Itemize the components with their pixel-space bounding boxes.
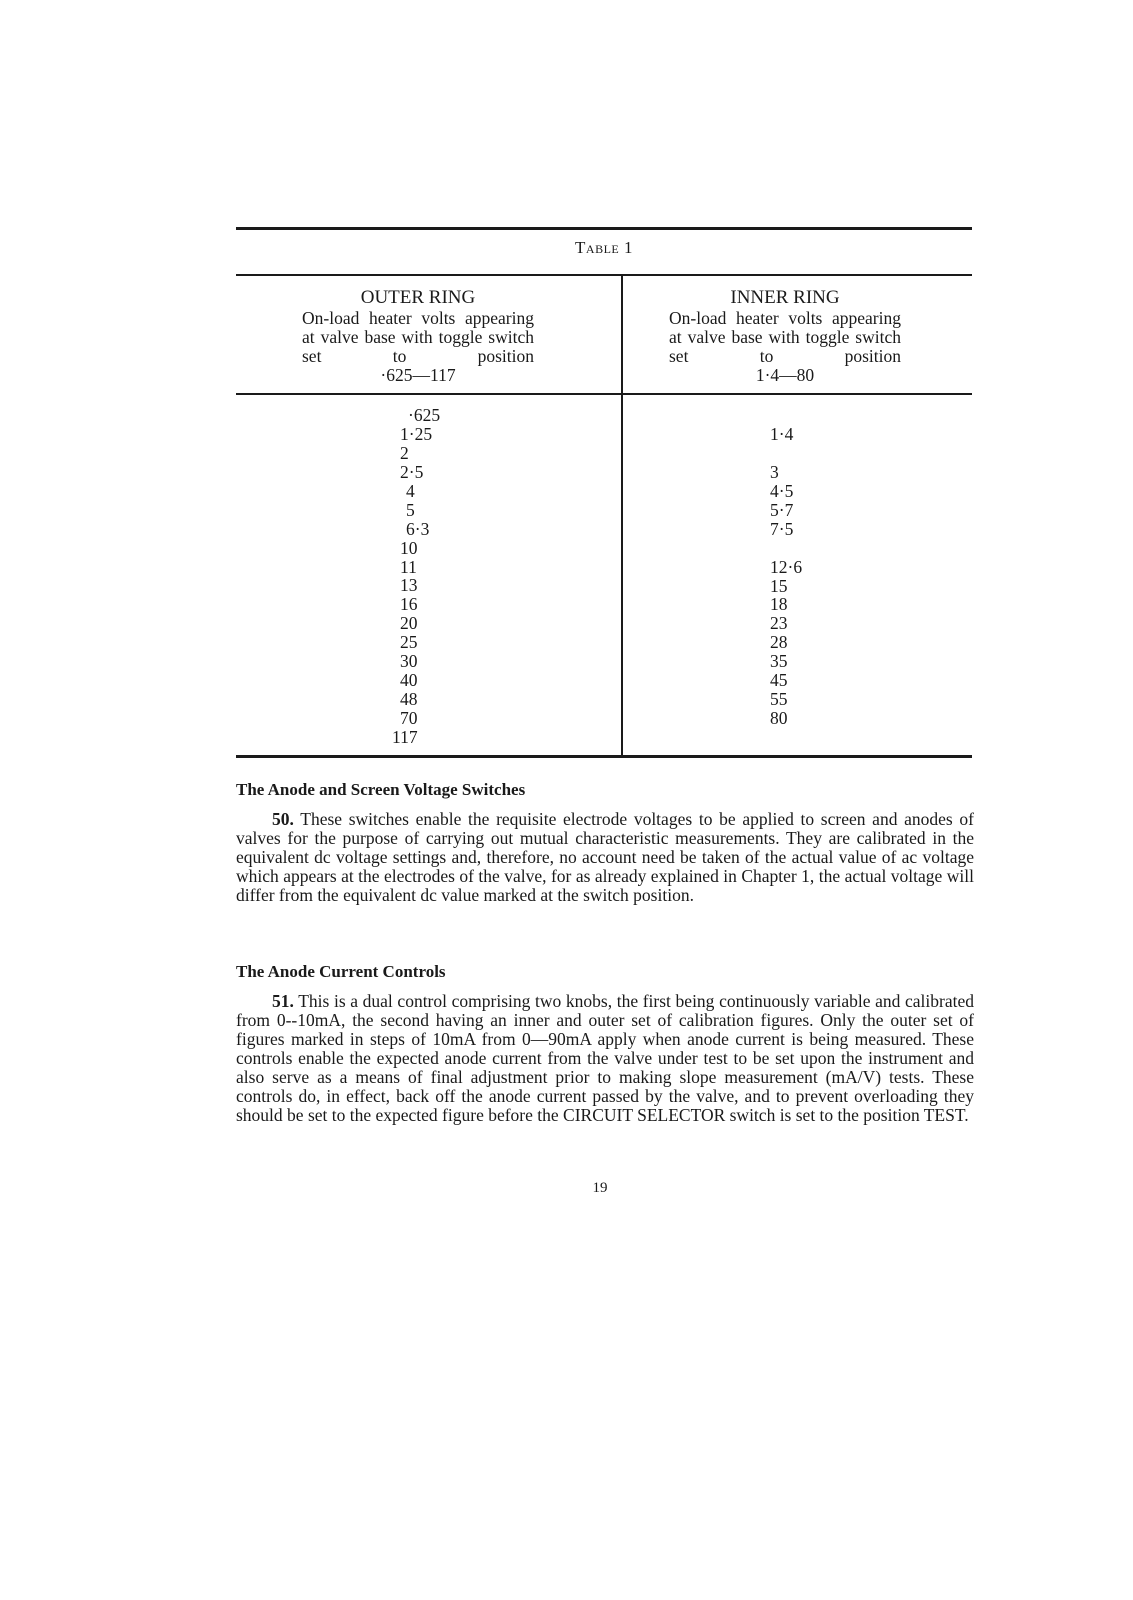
inner-value: 35 xyxy=(770,651,788,672)
outer-ring-description: On-load heater volts appearing at valve base with toggle switch set to position xyxy=(302,308,534,366)
outer-ring-range: ·625—117 xyxy=(380,365,456,385)
inner-value: 7·5 xyxy=(770,518,794,539)
inner-value: 28 xyxy=(770,632,788,653)
paragraph-51 xyxy=(236,992,974,1125)
inner-value xyxy=(770,539,830,558)
paragraph-50 xyxy=(236,810,974,905)
outer-value: 48 xyxy=(400,689,418,710)
inner-value xyxy=(770,444,830,463)
outer-value: 16 xyxy=(400,594,418,615)
outer-value: 2·5 xyxy=(400,461,424,482)
outer-value: 5 xyxy=(406,499,415,520)
outer-value: 13 xyxy=(400,575,418,596)
table-header-rule xyxy=(236,393,972,395)
inner-ring-header xyxy=(669,287,901,385)
outer-ring-header xyxy=(302,287,534,385)
outer-ring-values xyxy=(392,405,460,747)
outer-value: 40 xyxy=(400,670,418,691)
paragraph-text: These switches enable the requisite electrode voltages to be applied to screen and anodes of valves for the purpose of carrying out mutual characteristic measurements. They are calibrated in the equivalent dc voltage settings and, therefore, no account need be taken of the actual value of ac voltage which appears at the electrodes of the valve, for as already explained in Chapter 1, the actual voltage will differ from the equivalent dc value marked at the switch position. xyxy=(236,809,974,905)
outer-value: 2 xyxy=(400,442,409,463)
table-caption xyxy=(236,238,972,258)
inner-value: 23 xyxy=(770,613,788,634)
table-caption-rule xyxy=(236,274,972,276)
inner-ring-values xyxy=(770,425,830,728)
inner-value: 1·4 xyxy=(770,424,794,444)
outer-value: ·625 xyxy=(408,405,441,425)
table-caption-text: Table 1 xyxy=(575,238,633,257)
inner-value: 45 xyxy=(770,670,788,691)
paragraph-number: 51. xyxy=(272,991,294,1011)
inner-value: 12·6 xyxy=(770,556,803,577)
table-bottom-rule xyxy=(236,755,972,758)
inner-value: 80 xyxy=(770,708,788,729)
outer-ring-title: OUTER RING xyxy=(360,287,476,308)
table-column-divider xyxy=(621,276,623,756)
inner-value: 55 xyxy=(770,689,788,710)
outer-value: 30 xyxy=(400,651,418,672)
inner-ring-range: 1·4—80 xyxy=(755,365,815,385)
outer-value: 117 xyxy=(392,726,418,747)
outer-value: 4 xyxy=(406,480,415,501)
table-top-rule xyxy=(236,227,972,230)
outer-value: 20 xyxy=(400,613,418,634)
inner-value: 18 xyxy=(770,594,788,615)
outer-value: 10 xyxy=(400,537,418,558)
outer-value: 25 xyxy=(400,632,418,653)
inner-ring-description: On-load heater volts appearing at valve base with toggle switch set to position xyxy=(669,308,901,366)
page-number: 19 xyxy=(592,1180,608,1196)
outer-value: 1·25 xyxy=(400,423,433,444)
inner-value: 3 xyxy=(770,461,779,482)
outer-value: 11 xyxy=(400,556,417,577)
section-heading-voltage-switches: The Anode and Screen Voltage Switches xyxy=(236,780,526,799)
inner-value: 4·5 xyxy=(770,480,794,501)
paragraph-text: This is a dual control comprising two knobs, the first being continuously variable and calibrated from 0--10mA, the second having an inner and outer set of calibration figures. Only the outer set of figures marked in steps of 10mA from 0—90mA apply when anode current is being measured. These controls enable the expected anode current from the valve under test to be set upon the instrument and also serve as a means of final adjustment prior to making slope measurement (mA/V) tests. These controls do, in effect, back off the anode current passed by the valve, and to prevent overloading they should be set to the expected figure before the CIRCUIT SELECTOR switch is set to the position TEST. xyxy=(236,991,974,1125)
inner-value: 15 xyxy=(770,575,788,596)
inner-value: 5·7 xyxy=(770,499,794,520)
outer-value: 70 xyxy=(400,708,418,728)
paragraph-number: 50. xyxy=(272,809,294,829)
outer-value: 6·3 xyxy=(406,518,430,539)
inner-ring-title: INNER RING xyxy=(730,287,840,308)
section-heading-anode-current: The Anode Current Controls xyxy=(236,962,446,981)
